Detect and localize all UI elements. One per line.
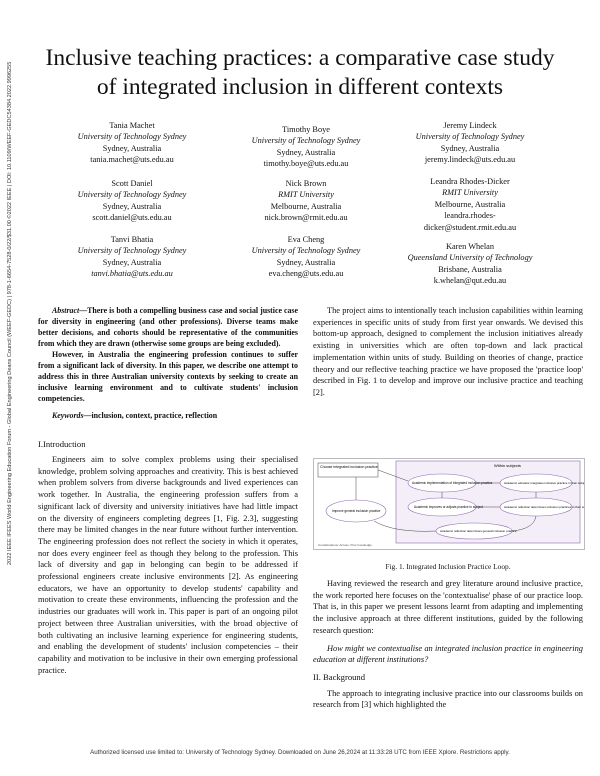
author-affiliation: Queensland University of Technology [407, 253, 533, 263]
author-location: Sydney, Australia [102, 143, 162, 153]
title-line-1: Inclusive teaching practices: a comparative case study [45, 45, 555, 71]
author-name: Karen Whelan [446, 242, 494, 251]
node-reflection-subject-text: Academic reflection determines inclusion practices in their subject [504, 505, 584, 509]
author-email: tania.machet@uts.edu.au [90, 155, 174, 165]
author-affiliation: University of Technology Sydney [77, 132, 187, 142]
author-location: Sydney, Australia [276, 147, 336, 157]
author-affiliation: University of Technology Sydney [251, 246, 361, 256]
doi-sidebar: 2022 IEEE IFEES World Engineering Education Forum - Global Engineering Deans Council (WEEF-GEDC) | 978-1-6654-7528-0/22/$31.00 ©2022 IEEE | DOI: 10.1109/WEEF-GEDC54384.2022.9996255 [7, 61, 13, 565]
author-affiliation: University of Technology Sydney [77, 190, 187, 200]
author-name: Leandra Rhodes-Dicker [430, 177, 510, 186]
author-block [42, 178, 222, 224]
author-block [380, 120, 560, 166]
intro-paragraph: Engineers aim to solve complex problems using their specialised knowledge, problem solving approaches and creativity. This is best achieved when problem solvers from diverse backgrounds and lived experiences can work together. In Australia, the engineering profession suffers from a significant lack of diversity and university initiatives have had little impact on the diversity of engineers completing degrees [1, Fig. 2.3], suggesting there may be limited changes in the near future without further intervention. The engineering profession does not reflect the society in which it operates, nor does every engineer feel as though they belong to the profession. This lack of diversity and gap in belonging can begin to be addressed if professional engineers create inclusive environments [2]. As engineering educators, we have an opportunity to develop students' capability and motivation to create these environments, influencing the profession and the industries our graduates will work in. This paper is part of an ongoing pilot project between three Australian universities, with the broad objective of both cultivating an inclusive learning experience for engineering students, and enabling the development of students' inclusion competencies – their capability and motivation to be inclusive in their own emerging professional practice. [38, 455, 298, 675]
author-block [42, 120, 222, 166]
author-affiliation: University of Technology Sydney [77, 246, 187, 256]
author-name: Eva Cheng [287, 235, 325, 244]
author-block [380, 176, 560, 233]
node-choose-text: Choose integrated inclusion practice [320, 465, 378, 469]
title-line-2: of integrated inclusion in different contexts [96, 74, 504, 100]
author-block [42, 234, 222, 280]
author-block [216, 178, 396, 224]
figure-caption: Fig. 1. Integrated Inclusion Practice Loop. [385, 562, 511, 571]
node-integrates-text: Academic educator integrates inclusive practice in their subject [504, 481, 584, 485]
body-column-right [313, 305, 583, 399]
abstract-text: —There is both a compelling business case and social justice case for diversity in engineering (and other professions). Diverse teams make better decisions, and cohorts should be representative of the communities from which they are drawn (otherwise some groups are being excluded). [38, 306, 298, 348]
keywords-label: Keywords [52, 411, 84, 420]
figure-considerations: Considerations: Across, Prior knowledge [318, 543, 372, 547]
author-name: Scott Daniel [111, 179, 153, 188]
author-email: nick.brown@rmit.edu.au [264, 213, 348, 223]
author-email: eva.cheng@uts.edu.au [268, 269, 344, 279]
author-name: Tanvi Bhatia [110, 235, 154, 244]
author-email: scott.daniel@uts.edu.au [92, 213, 172, 223]
author-block [380, 241, 560, 287]
author-location: Sydney, Australia [102, 257, 162, 267]
author-email: jeremy.lindeck@uts.edu.au [424, 155, 516, 165]
node-implementation-text: Academic implementation of integrated inclusion practice [412, 481, 493, 485]
paper-title [20, 44, 580, 102]
within-subjects-label: Within subjects [494, 463, 521, 468]
node-improves-text: Academic improves or adjusts practice in subject [414, 505, 483, 509]
author-block [216, 234, 396, 280]
body-column-right-2 [313, 578, 583, 711]
author-affiliation: University of Technology Sydney [251, 136, 361, 146]
author-affiliation: RMIT University [442, 188, 498, 198]
author-email: timothy.boye@uts.edu.au [263, 159, 349, 169]
license-footer: Authorized licensed use limited to: University of Technology Sydney. Downloaded on June 26,2024 at 11:33:28 UTC from IEEE Xplore. Restrictions apply. [90, 749, 510, 756]
author-location: Melbourne, Australia [434, 199, 506, 209]
section-heading-introduction: I.Introduction [38, 439, 86, 449]
author-affiliation: University of Technology Sydney [415, 132, 525, 142]
section-heading-background: II. Background [313, 671, 366, 682]
author-location: Brisbane, Australia [438, 264, 502, 274]
body-column-left [38, 454, 298, 676]
author-name: Nick Brown [285, 179, 327, 188]
author-email: k.whelan@qut.edu.au [433, 276, 507, 286]
author-affiliation: RMIT University [278, 190, 334, 200]
author-location: Sydney, Australia [276, 257, 336, 267]
author-name: Timothy Boye [282, 125, 330, 134]
author-email: dicker@student.rmit.edu.au [423, 222, 517, 232]
node-general-text: Improve general inclusion practice [332, 509, 381, 513]
background-paragraph: The approach to integrating inclusive practice into our classrooms builds on research from [3] which highlighted the [313, 688, 583, 710]
author-block [216, 124, 396, 170]
node-reflection-general-text: Academic reflection determines general inclusion practice [440, 529, 517, 533]
author-location: Sydney, Australia [102, 201, 162, 211]
figure-practice-loop [313, 458, 585, 550]
keywords-text: —inclusion, context, practice, reflection [83, 411, 218, 420]
project-paragraph: The project aims to intentionally teach inclusion capabilities within learning experiences in specific units of study from first year onwards. We devised this bottom-up approach, designed to complement the inclusion initiatives already existing in universities which are often top-down and lack practical implementation within units of study. Building on theories of change, practice theory and our reflective teaching practice we have proposed the 'practice loop' described in Fig. 1 to develop and improve our inclusive practice and teaching [2]. [313, 306, 583, 397]
author-email: leandra.rhodes- [444, 211, 496, 221]
author-location: Melbourne, Australia [270, 201, 342, 211]
practice-loop-diagram [314, 459, 584, 549]
research-question: How might we contextualise an integrated inclusion practice in engineering education at different institutions? [313, 643, 583, 665]
abstract [38, 305, 298, 421]
author-location: Sydney, Australia [440, 143, 500, 153]
author-name: Jeremy Lindeck [443, 121, 497, 130]
abstract-label: Abstract [52, 306, 80, 315]
review-paragraph: Having reviewed the research and grey literature around inclusive practice, the work reported here focuses on the 'contextualise' phase of our practice loop. That is, in this paper we present lessons learnt from adapting and implementing the inclusive approach at three different institutions, guided by the following research question: [313, 579, 583, 635]
author-name: Tania Machet [109, 121, 155, 130]
author-email: tanvi.bhatia@uts.edu.au [91, 269, 173, 279]
abstract-paragraph: However, in Australia the engineering profession continues to suffer from a significant lack of diversity. In this paper, we describe one attempt to address this in three Australian university contexts by seeking to create an inclusive learning environment and to cultivate students' inclusion competencies. [38, 350, 298, 403]
